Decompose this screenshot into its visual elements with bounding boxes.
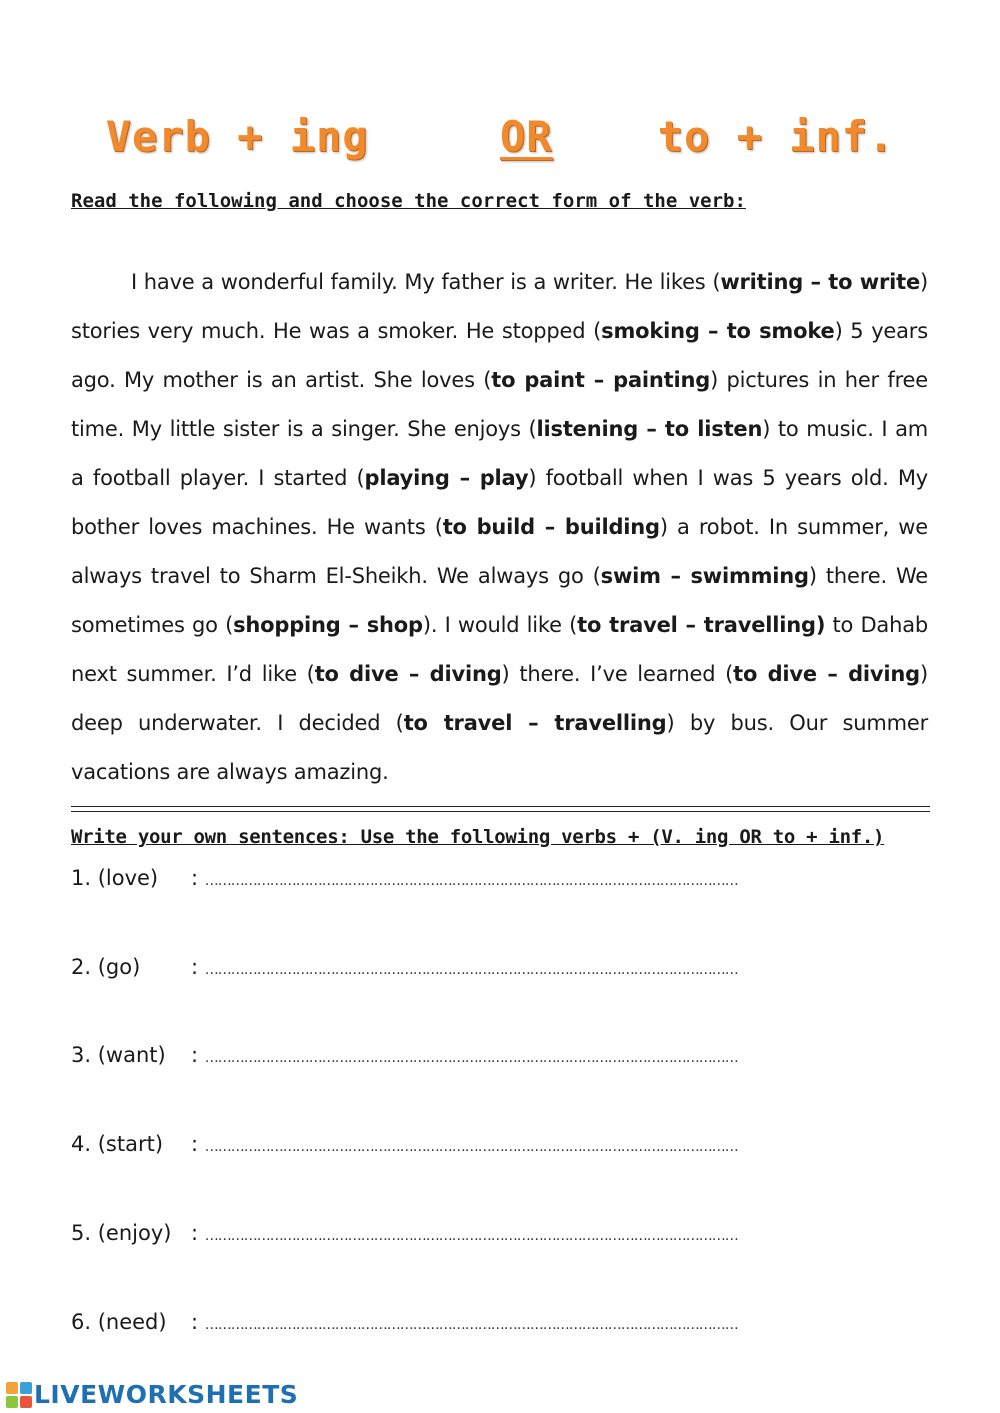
exercise-item xyxy=(71,1310,738,1334)
exercise-separator: : xyxy=(191,866,199,890)
passage-text: ) a robot. In summer, we always travel to Sharm El-Sheikh. We always go ( xyxy=(71,515,928,588)
answer-line[interactable]: …………………………………………………………………………………………………………… xyxy=(204,1050,738,1066)
verb-choice[interactable]: to travel – travelling xyxy=(403,711,667,735)
verb-choice[interactable]: to paint – painting xyxy=(491,368,711,392)
exercise-label: 2. (go) xyxy=(71,955,141,979)
reading-passage xyxy=(71,258,928,797)
answer-line[interactable]: …………………………………………………………………………………………………………… xyxy=(204,1228,738,1244)
passage-text: to Dahab next summer. I’d like ( xyxy=(71,613,929,686)
exercise-label: 5. (enjoy) xyxy=(71,1221,172,1245)
passage-text: ) 5 years ago. My mother is an artist. She loves ( xyxy=(71,319,928,392)
answer-line[interactable]: …………………………………………………………………………………………………………… xyxy=(204,962,738,978)
exercise-label: 6. (need) xyxy=(71,1310,167,1334)
title-to-inf: to + inf. xyxy=(657,112,895,161)
exercise-item xyxy=(71,955,738,979)
answer-line[interactable]: …………………………………………………………………………………………………………… xyxy=(204,873,738,889)
passage-text: ). I would like ( xyxy=(422,613,578,637)
passage-text: ) to music. I am a football player. I started ( xyxy=(71,417,928,490)
passage-text: ) pictures in her free time. My little sister is a singer. She enjoys ( xyxy=(71,368,929,441)
passage-text: ) football when I was 5 years old. My bother loves machines. He wants ( xyxy=(71,466,928,539)
brand-name: LIVEWORKSHEETS xyxy=(34,1380,299,1409)
verb-choice[interactable]: playing – play xyxy=(364,466,529,490)
footer-logo[interactable] xyxy=(6,1380,298,1409)
verb-choice[interactable]: smoking – to smoke xyxy=(601,319,835,343)
title-verb-ing: Verb + ing xyxy=(105,112,369,161)
verb-choice[interactable]: to build – building xyxy=(442,515,660,539)
exercise-separator: : xyxy=(191,1132,199,1156)
page-title xyxy=(0,112,1000,161)
reading-instruction: Read the following and choose the correct form of the verb: xyxy=(71,190,746,212)
exercise-label: 3. (want) xyxy=(71,1043,166,1067)
verb-choice[interactable]: to dive – diving xyxy=(733,662,920,686)
exercise-item xyxy=(71,866,738,890)
writing-instruction: Write your own sentences: Use the following verbs + (V. ing OR to + inf.) xyxy=(71,826,885,848)
exercise-separator: : xyxy=(191,955,199,979)
passage-text: ) there. We sometimes go ( xyxy=(71,564,929,637)
liveworksheets-logo-icon xyxy=(6,1382,32,1408)
passage-text: ) by bus. Our summer vacations are always amazing. xyxy=(71,711,929,784)
verb-choice[interactable]: listening – to listen xyxy=(536,417,763,441)
verb-choice[interactable]: to travel – travelling) xyxy=(577,613,826,637)
passage-text: I have a wonderful family. My father is a writer. He likes ( xyxy=(131,270,721,294)
title-or: OR xyxy=(500,112,553,161)
verb-choice[interactable]: to dive – diving xyxy=(314,662,502,686)
exercise-separator: : xyxy=(191,1043,199,1067)
section-divider xyxy=(71,811,930,812)
passage-text: ) deep underwater. I decided ( xyxy=(71,662,928,735)
answer-line[interactable]: …………………………………………………………………………………………………………… xyxy=(204,1139,738,1155)
verb-choice[interactable]: swim – swimming xyxy=(600,564,809,588)
exercise-separator: : xyxy=(191,1221,199,1245)
verb-choice[interactable]: writing – to write xyxy=(720,270,920,294)
verb-choice[interactable]: shopping – shop xyxy=(233,613,423,637)
exercise-item xyxy=(71,1221,738,1245)
exercise-label: 1. (love) xyxy=(71,866,159,890)
section-divider xyxy=(71,806,930,807)
answer-line[interactable]: …………………………………………………………………………………………………………… xyxy=(204,1317,738,1333)
passage-text: ) stories very much. He was a smoker. He stopped ( xyxy=(71,270,928,343)
exercise-item xyxy=(71,1043,738,1067)
exercise-label: 4. (start) xyxy=(71,1132,164,1156)
passage-text: ) there. I’ve learned ( xyxy=(501,662,734,686)
exercise-separator: : xyxy=(191,1310,199,1334)
exercise-item xyxy=(71,1132,738,1156)
